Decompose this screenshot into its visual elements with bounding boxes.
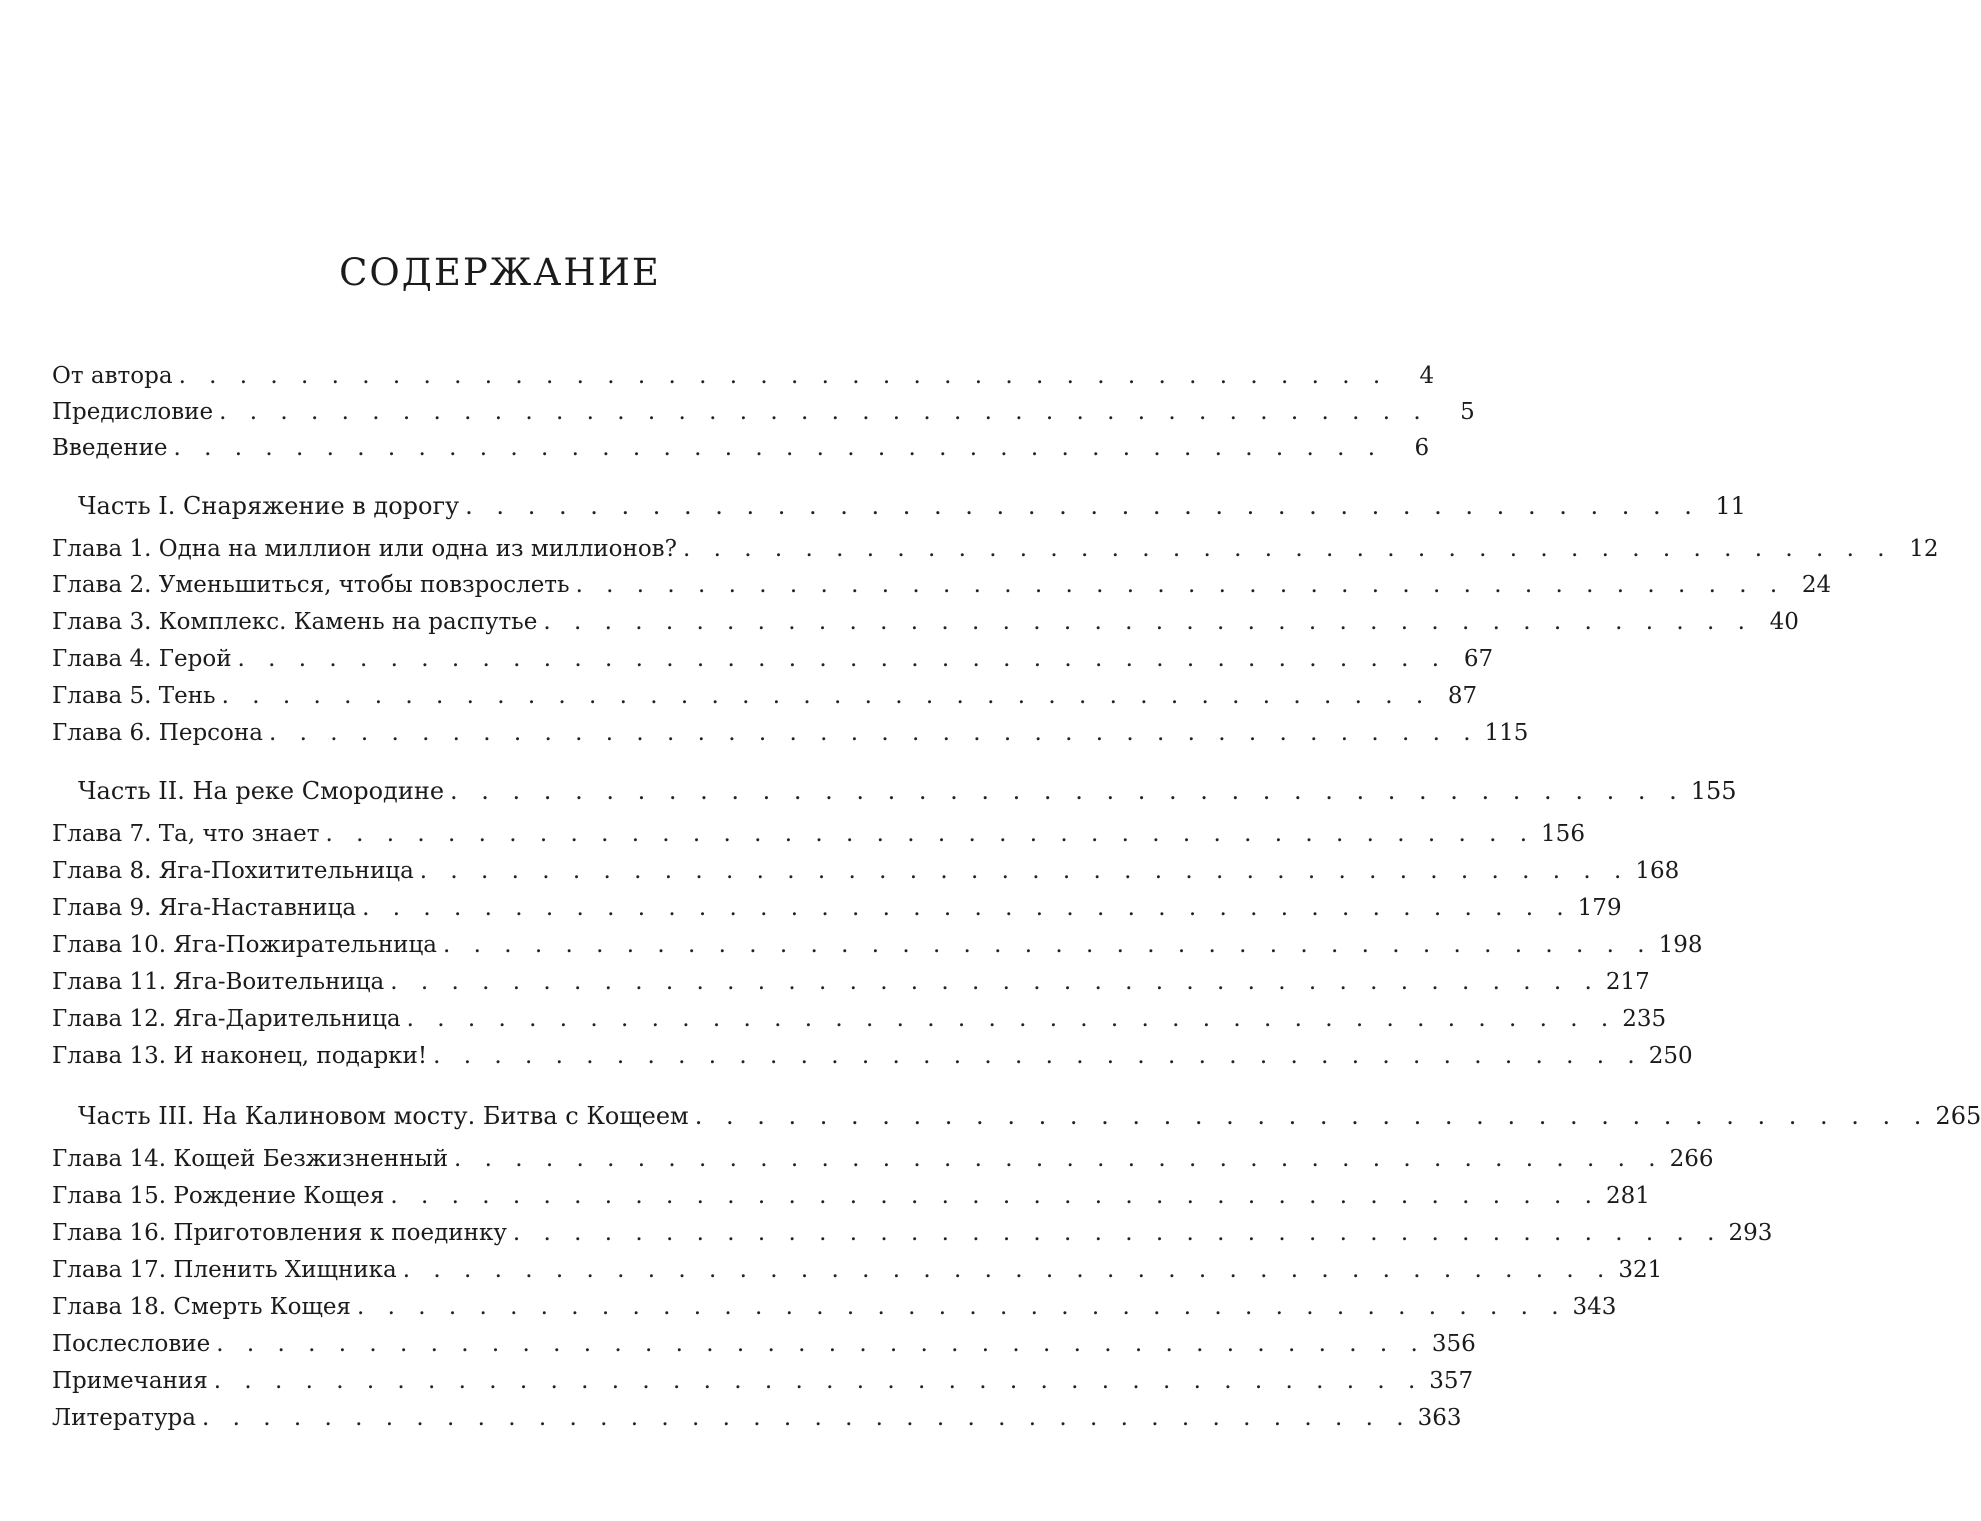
leader-dots: . . . . . . . . . . . . . . . . . . . . . . . . . . . . . . . . . . . . . . . . xyxy=(575,572,1786,598)
toc-entry[interactable] xyxy=(52,680,1478,712)
leader-dots: . . . . . . . . . . . . . . . . . . . . . . . . . . . . . . . . . . . . . . . . xyxy=(178,363,1389,389)
leader-dots: . . . . . . . . . . . . . . . . . . . . . . . . . . . . . . . . . . . . . . . . xyxy=(465,492,1700,520)
toc-entry[interactable] xyxy=(52,1291,1617,1323)
toc-entry-page: 115 xyxy=(1484,720,1529,746)
toc-part-label: Часть I. Снаряжение в дорогу xyxy=(78,492,460,520)
toc-entry-page: 250 xyxy=(1648,1043,1693,1069)
leader-dots: . . . . . . . . . . . . . . . . . . . . . . . . . . . . . . . . . . . . . . . . xyxy=(356,1294,1567,1320)
toc-entry-page: 293 xyxy=(1728,1220,1773,1246)
leader-dots: . . . . . . . . . . . . . . . . . . . . . . . . . . . . . . . . . . . . . . . . xyxy=(268,720,1479,746)
toc-entry-page: 40 xyxy=(1769,609,1799,635)
toc-entry-page: 363 xyxy=(1417,1405,1462,1431)
toc-entry-label: Литература xyxy=(52,1405,196,1431)
toc-entry-label: Глава 6. Персона xyxy=(52,720,263,746)
toc-entry[interactable] xyxy=(52,966,1650,998)
toc-entry[interactable] xyxy=(52,569,1832,601)
leader-dots: . . . . . . . . . . . . . . . . . . . . . . . . . . . . . . . . . . . . . . . . xyxy=(419,858,1630,884)
leader-dots: . . . . . . . . . . . . . . . . . . . . . . . . . . . . . . . . . . . . . . . . xyxy=(402,1257,1613,1283)
leader-dots: . . . . . . . . . . . . . . . . . . . . . . . . . . . . . . . . . . . . . . . . xyxy=(512,1220,1723,1246)
leader-dots: . . . . . . . . . . . . . . . . . . . . . . . . . . . . . . . . . . . . . . . . xyxy=(390,969,1600,995)
leader-dots: . . . . . . . . . . . . . . . . . . . . . . . . . . . . . . . . . . . . . . . . xyxy=(221,683,1432,709)
toc-part-label: Часть II. На реке Смородине xyxy=(78,777,445,805)
toc-entry-label: Послесловие xyxy=(52,1331,211,1357)
leader-dots: . . . . . . . . . . . . . . . . . . . . . . . . . . . . . . . . . . . . . . . . xyxy=(173,435,1384,461)
toc-entry-page: 266 xyxy=(1669,1146,1714,1172)
toc-part-page: 11 xyxy=(1715,492,1746,520)
toc-entry[interactable] xyxy=(52,533,1939,565)
toc-part-page: 155 xyxy=(1690,777,1737,805)
toc-entry[interactable] xyxy=(52,1040,1693,1072)
leader-dots: . . . . . . . . . . . . . . . . . . . . . . . . . . . . . . . . . . . . . . . . xyxy=(433,1043,1643,1069)
toc-entry-page: 5 xyxy=(1460,399,1475,425)
leader-dots: . . . . . . . . . . . . . . . . . . . . . . . . . . . . . . . . . . . . . . . . xyxy=(406,1006,1617,1032)
toc-entry[interactable] xyxy=(52,1402,1462,1434)
toc-entry-label: Глава 4. Герой xyxy=(52,646,232,672)
leader-dots: . . . . . . . . . . . . . . . . . . . . . . . . . . . . . . . . . . . . . . . . xyxy=(325,821,1536,847)
toc-entry[interactable] xyxy=(52,1003,1667,1035)
toc-entry-page: 24 xyxy=(1801,572,1832,598)
toc-part-heading[interactable] xyxy=(78,1100,1981,1132)
toc-entry[interactable] xyxy=(52,643,1494,675)
toc-entry-page: 6 xyxy=(1414,435,1430,461)
toc-entry-label: Предисловие xyxy=(52,399,214,425)
toc-entry[interactable] xyxy=(52,929,1703,961)
leader-dots: . . . . . . . . . . . . . . . . . . . . . . . . . . . . . . . . . . . . . . . . xyxy=(202,1405,1412,1431)
toc-entry-label: Глава 11. Яга-Воительница xyxy=(52,969,385,995)
leader-dots: . . . . . . . . . . . . . . . . . . . . . . . . . . . . . . . . . . . . . . . . xyxy=(213,1368,1424,1394)
toc-entry-page: 235 xyxy=(1622,1006,1667,1032)
toc-entry-page: 357 xyxy=(1429,1368,1474,1394)
toc-entry[interactable] xyxy=(52,1254,1663,1286)
leader-dots: . . . . . . . . . . . . . . . . . . . . . . . . . . . . . . . . . . . . . . . . xyxy=(454,1146,1664,1172)
toc-entry[interactable] xyxy=(52,396,1475,428)
toc-entry-label: Глава 16. Приготовления к поединку xyxy=(52,1220,507,1246)
leader-dots: . . . . . . . . . . . . . . . . . . . . . . . . . . . . . . . . . . . . . . . . xyxy=(219,399,1429,425)
toc-entry-page: 168 xyxy=(1635,858,1680,884)
leader-dots: . . . . . . . . . . . . . . . . . . . . . . . . . . . . . . . . . . . . . . . . xyxy=(362,895,1572,921)
toc-entry-label: Глава 5. Тень xyxy=(52,683,216,709)
toc-entry-page: 179 xyxy=(1577,895,1622,921)
toc-part-heading[interactable] xyxy=(78,775,1737,807)
toc-entry-label: Глава 14. Кощей Безжизненный xyxy=(52,1146,449,1172)
toc-entry[interactable] xyxy=(52,1180,1650,1212)
toc-entry-page: 67 xyxy=(1463,646,1494,672)
page-title: СОДЕРЖАНИЕ xyxy=(339,251,661,294)
toc-part-label: Часть III. На Калиновом мосту. Битва с Кощеем xyxy=(78,1102,689,1130)
leader-dots: . . . . . . . . . . . . . . . . . . . . . . . . . . . . . . . . . . . . . . . . xyxy=(216,1331,1426,1357)
toc-entry-label: Глава 9. Яга-Наставница xyxy=(52,895,357,921)
toc-entry[interactable] xyxy=(52,606,1799,638)
toc-entry-label: Глава 1. Одна на миллион или одна из миллионов? xyxy=(52,536,677,562)
toc-entry-label: Глава 10. Яга-Пожирательница xyxy=(52,932,437,958)
toc-entry-page: 343 xyxy=(1572,1294,1617,1320)
toc-entry-page: 198 xyxy=(1658,932,1703,958)
toc-entry-label: Глава 2. Уменьшиться, чтобы повзрослеть xyxy=(52,572,570,598)
toc-entry-page: 156 xyxy=(1541,821,1585,847)
leader-dots: . . . . . . . . . . . . . . . . . . . . . . . . . . . . . . . . . . . . . . . . xyxy=(543,609,1753,635)
leader-dots: . . . . . . . . . . . . . . . . . . . . . . . . . . . . . . . . . . . . . . . . xyxy=(237,646,1448,672)
toc-entry-page: 356 xyxy=(1431,1331,1476,1357)
toc-entry-label: Глава 18. Смерть Кощея xyxy=(52,1294,351,1320)
toc-entry-label: От автора xyxy=(52,363,173,389)
leader-dots: . . . . . . . . . . . . . . . . . . . . . . . . . . . . . . . . . . . . . . . . xyxy=(442,932,1653,958)
toc-entry-page: 12 xyxy=(1909,536,1939,562)
toc-entry-page: 87 xyxy=(1447,683,1478,709)
toc-part-heading[interactable] xyxy=(78,490,1746,522)
toc-entry[interactable] xyxy=(52,892,1622,924)
toc-entry-label: Введение xyxy=(52,435,168,461)
toc-entry[interactable] xyxy=(52,717,1529,749)
toc-entry[interactable] xyxy=(52,1365,1474,1397)
toc-entry-label: Глава 12. Яга-Дарительница xyxy=(52,1006,401,1032)
toc-entry[interactable] xyxy=(52,360,1435,392)
toc-entry-label: Глава 17. Пленить Хищника xyxy=(52,1257,397,1283)
toc-entry-page: 217 xyxy=(1605,969,1650,995)
toc-entry-label: Глава 7. Та, что знает xyxy=(52,821,320,847)
toc-entry-page: 4 xyxy=(1419,363,1435,389)
toc-entry[interactable] xyxy=(52,818,1585,850)
toc-entry-label: Глава 15. Рождение Кощея xyxy=(52,1183,385,1209)
toc-entry-label: Глава 8. Яга-Похитительница xyxy=(52,858,414,884)
leader-dots: . . . . . . . . . . . . . . . . . . . . . . . . . . . . . . . . . . . . . . . . xyxy=(450,777,1685,805)
toc-entry[interactable] xyxy=(52,855,1680,887)
toc-part-page: 265 xyxy=(1935,1102,1981,1130)
leader-dots: . . . . . . . . . . . . . . . . . . . . . . . . . . . . . . . . . . . . . . . . xyxy=(694,1102,1930,1130)
toc-entry[interactable] xyxy=(52,1217,1773,1249)
leader-dots: . . . . . . . . . . . . . . . . . . . . . . . . . . . . . . . . . . . . . . . . xyxy=(390,1183,1600,1209)
toc-entry[interactable] xyxy=(52,1143,1714,1175)
toc-entry-label: Глава 3. Комплекс. Камень на распутье xyxy=(52,609,538,635)
toc-entry-label: Примечания xyxy=(52,1368,208,1394)
toc-entry-page: 321 xyxy=(1618,1257,1663,1283)
toc-entry[interactable] xyxy=(52,432,1430,464)
leader-dots: . . . . . . . . . . . . . . . . . . . . . . . . . . . . . . . . . . . . . . . . xyxy=(682,536,1893,562)
toc-entry-label: Глава 13. И наконец, подарки! xyxy=(52,1043,428,1069)
toc-entry[interactable] xyxy=(52,1328,1476,1360)
toc-entry-page: 281 xyxy=(1605,1183,1650,1209)
